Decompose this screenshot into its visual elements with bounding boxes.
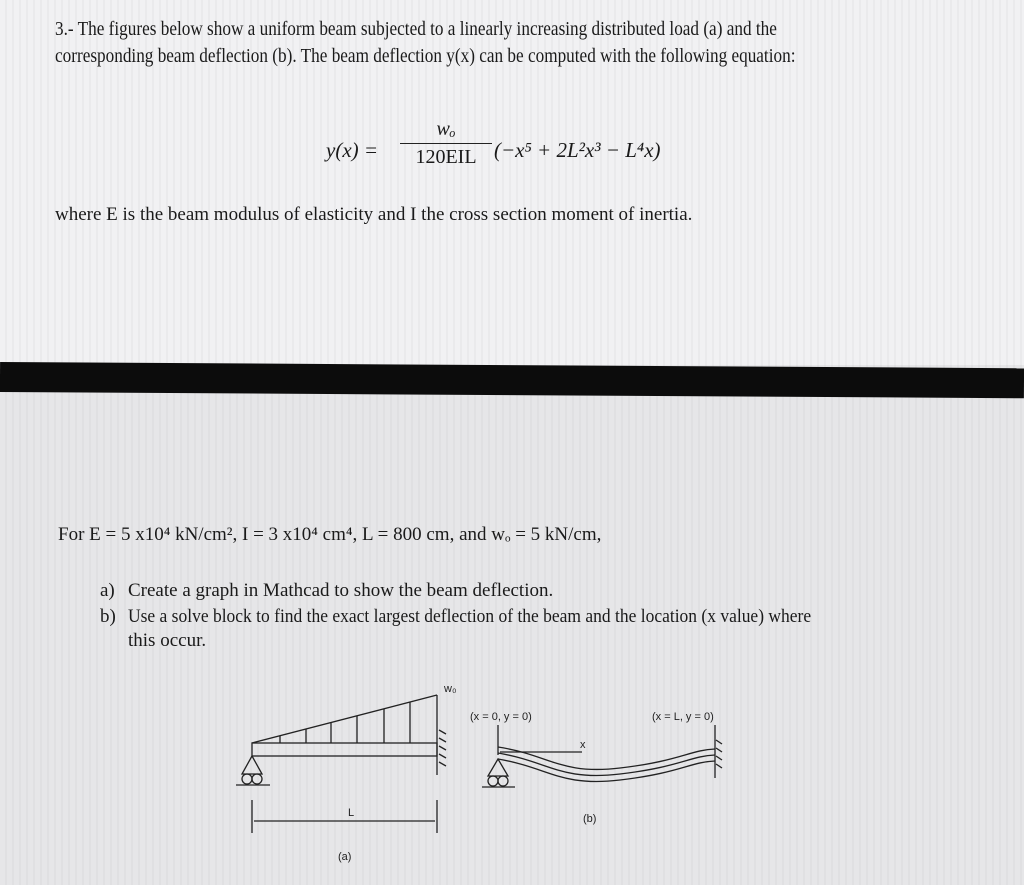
- intro-line-1: 3.- The figures below show a uniform beam subjected to a linearly increasing distributed load (a) and the: [55, 18, 777, 40]
- equation-rhs: (−x⁵ + 2L²x³ − L⁴x): [494, 138, 661, 162]
- task-a-text: Create a graph in Mathcad to show the beam deflection.: [128, 580, 554, 601]
- intro-line-2: corresponding beam deflection (b). The beam deflection y(x) can be computed with the following equation:: [55, 45, 796, 67]
- equation-fraction: [400, 118, 492, 169]
- beam-a: [252, 743, 437, 756]
- task-b-text: Use a solve block to find the exact largest deflection of the beam and the location (x value) where: [128, 606, 812, 627]
- equation-lhs: y(x) =: [326, 138, 379, 162]
- length-label: L: [348, 807, 355, 819]
- divider-band: [0, 362, 1024, 398]
- given-values: For E = 5 x10⁴ kN/cm², I = 3 x10⁴ cm⁴, L = 800 cm, and wₒ = 5 kN/cm,: [58, 524, 602, 545]
- task-b-marker: b): [100, 606, 116, 627]
- task-a-marker: a): [100, 580, 115, 601]
- equation-numerator: wₒ: [400, 118, 492, 144]
- fixed-wall-a: [439, 730, 446, 766]
- right-boundary-label: (x = L, y = 0): [652, 711, 714, 723]
- load-triangle-edge: [252, 695, 437, 743]
- figure-b: [482, 725, 722, 787]
- x-axis-label: x: [580, 739, 586, 751]
- load-label-w0: w₀: [444, 683, 457, 695]
- roller-support-a: [236, 756, 270, 785]
- left-boundary-label: (x = 0, y = 0): [470, 711, 532, 723]
- beam-figures: [220, 670, 780, 870]
- fixed-wall-b: [715, 725, 722, 778]
- task-b-text-cont: this occur.: [128, 630, 207, 651]
- equation-denominator: 120EIL: [415, 146, 477, 168]
- caption-a: (a): [338, 851, 352, 863]
- figure-a: [236, 695, 446, 833]
- deflected-beam-top: [498, 747, 715, 769]
- where-text: where E is the beam modulus of elasticity and I the cross section moment of inertia.: [55, 204, 693, 225]
- caption-b: (b): [583, 813, 597, 825]
- roller-support-b: [482, 759, 515, 787]
- load-arrows: [280, 702, 410, 743]
